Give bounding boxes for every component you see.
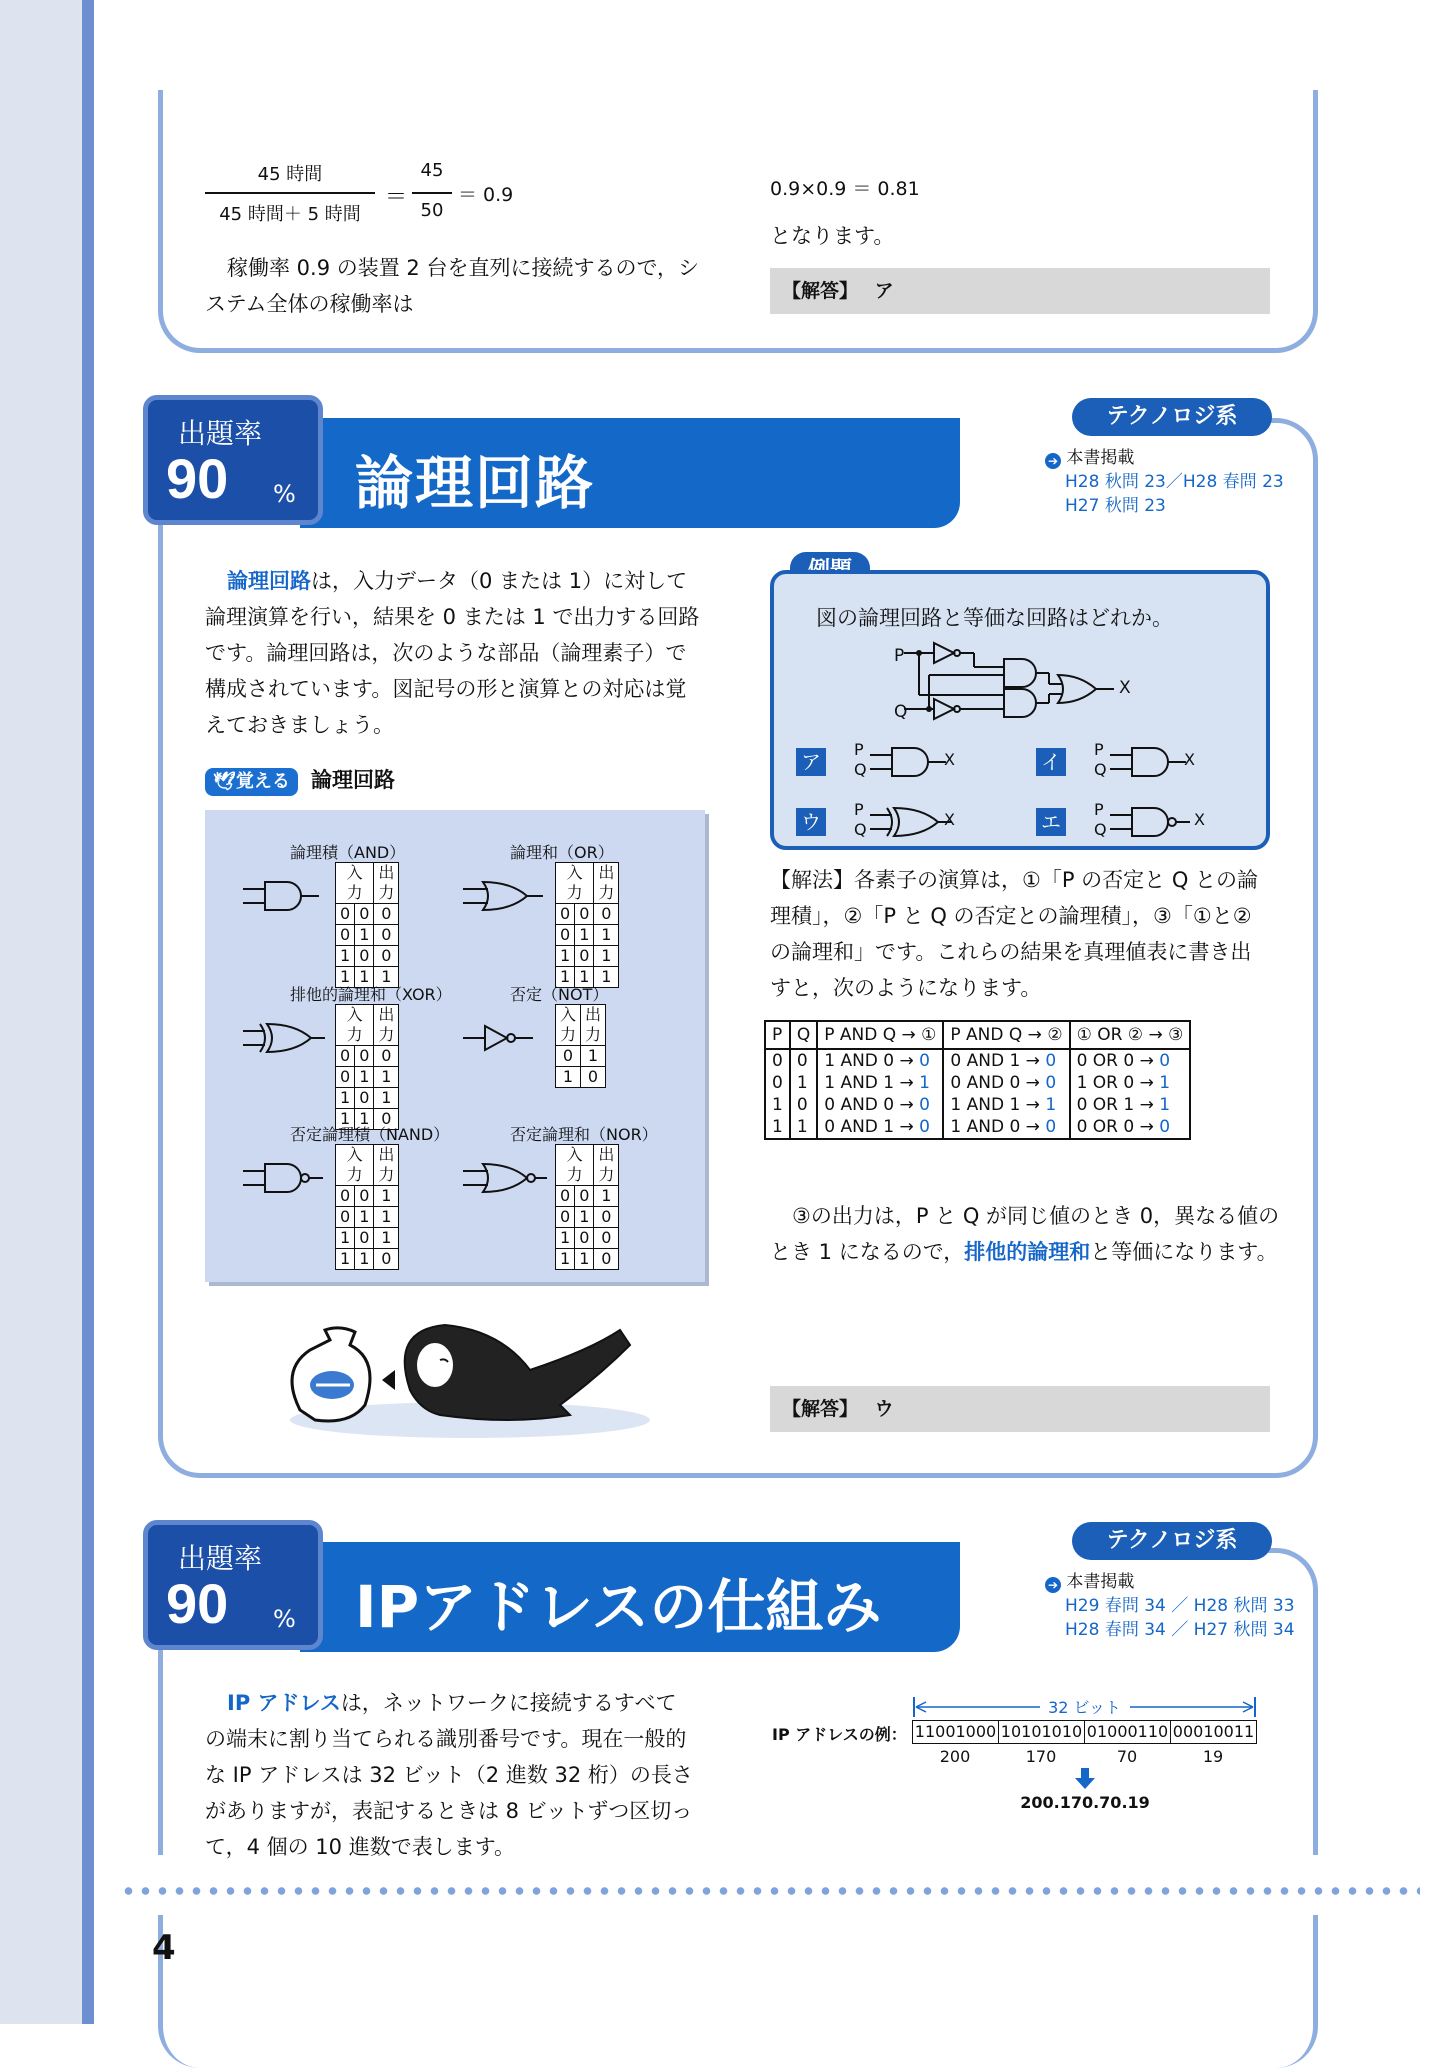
option-label-p: P: [1094, 800, 1104, 819]
table-cell: 1: [374, 1067, 399, 1088]
gate-truth-table: [335, 1144, 399, 1270]
truth-cell: [1070, 1049, 1191, 1072]
equals-sign: ＝: [385, 185, 408, 210]
header-input: 入力: [556, 1145, 594, 1186]
nand-gate-icon: [235, 1156, 331, 1200]
table-row: [556, 946, 619, 967]
intro-text: な IP アドレスは 32 ビット（2 進数 32 桁）の長さ: [205, 1763, 693, 1787]
table-cell: 1: [594, 1186, 619, 1207]
rate-unit: %: [273, 1605, 296, 1633]
example-question: 図の論理回路と等価な回路はどれか。: [816, 606, 1173, 630]
header-input: 入力: [336, 1005, 374, 1046]
truth-result: 0: [1045, 1117, 1057, 1137]
solution-line: 理積」，②「P と Q の否定との論理積」，③「①と②: [770, 904, 1252, 928]
table-cell: 0: [355, 1228, 374, 1249]
table-cell: 1: [355, 1249, 374, 1270]
option-label-x: X: [1194, 810, 1205, 829]
header-output: 出力: [374, 1145, 399, 1186]
xor-gate-icon: [235, 1016, 331, 1060]
ref-label: 本書掲載: [1066, 1572, 1135, 1592]
example-box: [770, 570, 1270, 850]
truth-row: [765, 1072, 1190, 1094]
truth-cell: [817, 1072, 943, 1094]
table-row: [336, 1249, 399, 1270]
table-row: [336, 1046, 399, 1067]
truth-result: 0: [919, 1117, 930, 1137]
truth-cell: 0: [765, 1072, 790, 1094]
header-output: 出力: [374, 863, 399, 904]
section1-title: 論理回路: [355, 449, 596, 517]
table-cell: 0: [556, 904, 575, 925]
ip-octet-binary: 01000110: [1085, 1721, 1171, 1743]
availability-calc-tail: となります。: [770, 224, 895, 248]
mascot-illustration: [270, 1290, 650, 1440]
rate-label: 出題率: [178, 417, 263, 450]
table-cell: 0: [374, 904, 399, 925]
ip-decimal-row: [912, 1746, 1256, 1768]
keyword-xor: 排他的論理和: [964, 1240, 1091, 1264]
table-cell: 0: [594, 1228, 619, 1249]
gate-name: 否定論理積（NAND）: [290, 1125, 450, 1144]
ip-octet-binary: 10101010: [999, 1721, 1085, 1743]
table-cell: 1: [355, 925, 374, 946]
table-cell: 0: [374, 946, 399, 967]
intro-line: [205, 671, 715, 707]
ip-dotted: 200.170.70.19: [1020, 1793, 1150, 1812]
truth-expr: 0 AND 0 →: [950, 1073, 1046, 1093]
header-output: 出力: [594, 863, 619, 904]
truth-expr: 0 AND 1 →: [950, 1051, 1046, 1071]
ip-octet-binary: 11001000: [913, 1721, 999, 1743]
table-cell: 1: [336, 946, 355, 967]
truth-row: [765, 1094, 1190, 1116]
section2-title: IPアドレスの仕組み: [355, 1573, 882, 1641]
truth-cell: 1: [765, 1094, 790, 1116]
table-cell: 0: [594, 1249, 619, 1270]
table-cell: 1: [374, 1207, 399, 1228]
truth-cell: [943, 1094, 1069, 1116]
circuit-label-p: P: [894, 646, 905, 666]
option-label: ア: [796, 748, 826, 776]
answer-value: ウ: [874, 1398, 894, 1420]
not-gate-icon: [455, 1016, 551, 1060]
table-cell: 1: [556, 967, 575, 988]
table-row: [336, 1207, 399, 1228]
truth-cell: 1: [765, 1116, 790, 1139]
table-cell: 0: [594, 904, 619, 925]
truth-cell: [943, 1072, 1069, 1094]
answer-label: 【解答】: [782, 1398, 859, 1420]
option-label-x: X: [1184, 750, 1195, 769]
option-label-q: Q: [1094, 820, 1107, 839]
table-cell: 1: [556, 1249, 575, 1270]
table-row: [336, 946, 399, 967]
table-row: [556, 904, 619, 925]
ref-line: H28 春問 34 ／ H27 秋問 34: [1065, 1620, 1295, 1640]
circuit-label-x: X: [1119, 678, 1131, 698]
truth-row: [765, 1049, 1190, 1072]
truth-result: 0: [1045, 1051, 1057, 1071]
option-label-q: Q: [854, 760, 867, 779]
truth-expr: 1 OR 0 →: [1076, 1073, 1160, 1093]
truth-cell: 0: [790, 1049, 817, 1072]
gate-truth-table: [335, 862, 399, 988]
rate-unit: %: [273, 480, 296, 508]
option-label-q: Q: [854, 820, 867, 839]
table-cell: 0: [581, 1067, 606, 1088]
table-row: [556, 1067, 606, 1088]
truth-table: [764, 1020, 1191, 1140]
table-cell: 1: [374, 1228, 399, 1249]
truth-header-row: [765, 1021, 1190, 1049]
table-row: [336, 1088, 399, 1109]
table-cell: 0: [556, 1186, 575, 1207]
intro-text: です。論理回路は，次のような部品（論理素子）で: [205, 641, 687, 665]
table-row: [336, 925, 399, 946]
gate-name: 論理積（AND）: [290, 843, 406, 862]
conclusion: [770, 1198, 1290, 1270]
gate-name: 論理和（OR）: [510, 843, 614, 862]
ip-binary-row: [912, 1720, 1257, 1744]
memorize-title: 論理回路: [310, 768, 395, 792]
section1-intro: [205, 563, 715, 743]
ip-octet-decimal: 19: [1202, 1747, 1224, 1766]
table-cell: 0: [374, 1249, 399, 1270]
conclusion-post: と等価になります。: [1090, 1240, 1278, 1264]
truth-header-cell: P AND Q → ②: [943, 1021, 1069, 1049]
down-arrow-icon: [1074, 1768, 1096, 1790]
section1-rate-badge: [143, 395, 323, 525]
footer-dots: [120, 1885, 1420, 1897]
truth-cell: [1070, 1116, 1191, 1139]
truth-result: 1: [1159, 1073, 1171, 1093]
header-output: 出力: [581, 1005, 606, 1046]
table-cell: 0: [336, 925, 355, 946]
intro-keyword: IP アドレス: [227, 1691, 341, 1715]
table-cell: 0: [336, 904, 355, 925]
section1-answer-bar: [770, 1386, 1270, 1432]
truth-result: 1: [1159, 1095, 1171, 1115]
section2-rate-badge: [143, 1520, 323, 1650]
header-input: 入力: [556, 863, 594, 904]
truth-cell: [943, 1049, 1069, 1072]
truth-cell: [817, 1049, 943, 1072]
table-cell: 1: [355, 967, 374, 988]
intro-text: は，入力データ（0 または 1）に対して: [311, 569, 688, 593]
truth-cell: [1070, 1094, 1191, 1116]
truth-result: 0: [1159, 1117, 1171, 1137]
truth-cell: 0: [790, 1094, 817, 1116]
table-cell: 0: [336, 1207, 355, 1228]
intro-line: [205, 1757, 715, 1793]
page-number: 4: [152, 1928, 176, 1968]
intro-line: [205, 707, 715, 743]
table-cell: 0: [355, 1088, 374, 1109]
truth-expr: 1 AND 0 →: [950, 1117, 1046, 1137]
and-gate-icon: [235, 874, 331, 918]
solution-line: の論理和」です。これらの結果を真理値表に書き出: [770, 940, 1252, 964]
arrow-circle-icon: ➔: [1045, 1577, 1061, 1593]
intro-text: の端末に割り当てられる識別番号です。現在一般的: [205, 1727, 687, 1751]
intro-text: がありますが，表記するときは 8 ビットずつ区切っ: [205, 1799, 693, 1823]
gate-name: 否定（NOT）: [510, 985, 609, 1004]
table-cell: 1: [575, 1249, 594, 1270]
table-cell: 0: [575, 946, 594, 967]
ip-example-label: IP アドレスの例：: [772, 1725, 907, 1744]
intro-line: [205, 563, 715, 599]
section1-ref: [1045, 446, 1284, 518]
truth-result: 0: [1045, 1073, 1057, 1093]
header-input: 入力: [556, 1005, 581, 1046]
truth-expr: 0 AND 0 →: [824, 1095, 920, 1115]
table-cell: 0: [374, 925, 399, 946]
ref-label: 本書掲載: [1066, 448, 1135, 468]
table-cell: 1: [355, 1207, 374, 1228]
table-row: [336, 1228, 399, 1249]
header-output: 出力: [594, 1145, 619, 1186]
truth-expr: 0 OR 0 →: [1076, 1117, 1160, 1137]
fraction-result: ＝ 0.9: [458, 184, 514, 206]
table-cell: 0: [355, 946, 374, 967]
intro-text: えておきましょう。: [205, 713, 394, 737]
truth-row: [765, 1116, 1190, 1139]
answer-label: 【解答】: [782, 280, 859, 302]
table-cell: 1: [355, 1067, 374, 1088]
ref-line: H29 春問 34 ／ H28 秋問 33: [1065, 1596, 1295, 1616]
header-input: 入力: [336, 1145, 374, 1186]
truth-expr: 0 OR 1 →: [1076, 1095, 1160, 1115]
logic-gates-panel: [205, 810, 705, 1282]
ref-heading: [1045, 446, 1284, 470]
intro-line: [205, 1829, 715, 1865]
bits-label: 32 ビット: [1040, 1695, 1130, 1718]
table-cell: 0: [355, 904, 374, 925]
truth-cell: 1: [790, 1116, 817, 1139]
truth-header-cell: P AND Q → ①: [817, 1021, 943, 1049]
ref-heading: [1045, 1570, 1295, 1594]
rate-value: 90: [166, 1572, 229, 1635]
section2-intro: [205, 1685, 715, 1865]
gate-truth-table: [555, 1004, 606, 1088]
section2-title-ribbon: [300, 1542, 960, 1652]
fraction1-bar: [205, 192, 375, 194]
table-cell: 1: [336, 1249, 355, 1270]
table-cell: 1: [575, 967, 594, 988]
truth-cell: [817, 1116, 943, 1139]
table-cell: 0: [336, 1067, 355, 1088]
table-cell: 0: [336, 1186, 355, 1207]
gate-name: 否定論理和（NOR）: [510, 1125, 658, 1144]
intro-line: [205, 1685, 715, 1721]
table-cell: 0: [374, 1046, 399, 1067]
truth-header-cell: P: [765, 1021, 790, 1049]
table-cell: 0: [556, 1046, 581, 1067]
truth-result: 0: [1159, 1051, 1171, 1071]
truth-expr: 1 AND 1 →: [824, 1073, 920, 1093]
table-cell: 1: [374, 1186, 399, 1207]
table-cell: 1: [355, 1109, 374, 1130]
memorize-badge: [205, 768, 298, 796]
ip-octet-binary: 00010011: [1172, 1722, 1255, 1741]
intro-keyword: 論理回路: [227, 569, 311, 593]
table-row: [336, 904, 399, 925]
truth-cell: 1: [790, 1072, 817, 1094]
section1-title-ribbon: [300, 418, 960, 528]
option-label-q: Q: [1094, 760, 1107, 779]
or-gate-icon: [455, 874, 551, 918]
truth-expr: 1 AND 1 →: [950, 1095, 1046, 1115]
left-margin-line: [82, 0, 94, 2024]
intro-line: [205, 1793, 715, 1829]
ref-line: H27 秋問 23: [1065, 496, 1166, 516]
intro-text: て，4 個の 10 進数で表します。: [205, 1835, 516, 1859]
truth-header-cell: ① OR ② → ③: [1070, 1021, 1191, 1049]
intro-text: 論理演算を行い，結果を 0 または 1 で出力する回路: [205, 605, 700, 629]
table-cell: 0: [575, 1186, 594, 1207]
intro-line: [205, 635, 715, 671]
truth-expr: 0 OR 0 →: [1076, 1051, 1160, 1071]
conclusion-line: [770, 1234, 1290, 1270]
fraction1-denominator: 45 時間＋ 5 時間: [219, 204, 361, 225]
table-cell: 1: [594, 946, 619, 967]
arrow-circle-icon: ➔: [1045, 453, 1061, 469]
ip-octet-decimal: 200: [939, 1747, 971, 1766]
truth-result: 1: [919, 1073, 930, 1093]
table-cell: 1: [575, 1207, 594, 1228]
truth-cell: [943, 1116, 1069, 1139]
header-output: 出力: [374, 1005, 399, 1046]
table-cell: 1: [374, 1088, 399, 1109]
option-label-x: X: [944, 810, 955, 829]
table-cell: 0: [374, 1109, 399, 1130]
table-cell: 0: [355, 1186, 374, 1207]
table-row: [556, 1046, 606, 1067]
intro-line: [205, 599, 715, 635]
main-circuit-diagram: [884, 639, 1184, 739]
option-label-p: P: [854, 800, 864, 819]
fraction2-bar: [412, 192, 452, 194]
table-cell: 1: [336, 1228, 355, 1249]
circuit-label-q: Q: [894, 702, 908, 722]
truth-result: 0: [919, 1095, 930, 1115]
bits-span: [912, 1695, 1257, 1718]
option-label-p: P: [854, 740, 864, 759]
table-cell: 1: [336, 1109, 355, 1130]
fraction2-numerator: 45: [420, 160, 444, 181]
nor-gate-icon: [455, 1156, 551, 1200]
ip-octet-decimal: 170: [1025, 1747, 1057, 1766]
table-cell: 0: [556, 1207, 575, 1228]
gate-truth-table: [555, 1144, 619, 1270]
table-cell: 1: [594, 925, 619, 946]
table-cell: 0: [575, 1228, 594, 1249]
solution-text: [770, 862, 1280, 1006]
option-label: エ: [1036, 808, 1066, 836]
table-cell: 0: [355, 1046, 374, 1067]
intro-text: は，ネットワークに接続するすべて: [340, 1691, 677, 1715]
table-row: [556, 1228, 619, 1249]
gate-name: 排他的論理和（XOR）: [290, 985, 452, 1004]
table-row: [556, 1186, 619, 1207]
fraction1-numerator: 45 時間: [257, 164, 323, 185]
table-cell: 1: [374, 967, 399, 988]
gate-truth-table: [335, 1004, 399, 1130]
option-e-circuit-icon: [1102, 800, 1198, 844]
table-row: [336, 1067, 399, 1088]
top-paragraph: [205, 250, 715, 322]
table-row: [556, 1249, 619, 1270]
table-cell: 1: [581, 1046, 606, 1067]
conclusion-line: ③の出力は，P と Q が同じ値のとき 0，異なる値の: [792, 1204, 1280, 1228]
option-label-p: P: [1094, 740, 1104, 759]
conclusion-pre: とき 1 になるので，: [770, 1240, 965, 1264]
truth-expr: 1 AND 0 →: [824, 1051, 920, 1071]
table-cell: 0: [594, 1207, 619, 1228]
table-cell: 1: [556, 1067, 581, 1088]
intro-line: [205, 1721, 715, 1757]
truth-expr: 0 AND 1 →: [824, 1117, 920, 1137]
table-row: [556, 1207, 619, 1228]
solution-line: 【解法】各素子の演算は，①「P の否定と Q との論: [770, 868, 1259, 892]
rate-value: 90: [166, 447, 229, 510]
table-row: [336, 1186, 399, 1207]
gate-truth-table: [555, 862, 619, 988]
table-cell: 0: [575, 904, 594, 925]
option-label-x: X: [944, 750, 955, 769]
section2-category-tag: テクノロジ系: [1072, 1522, 1272, 1560]
availability-calc: 0.9×0.9 ＝ 0.81: [770, 178, 920, 200]
bird-icon: 🕊: [213, 771, 236, 792]
answer-value: ア: [874, 280, 894, 302]
table-row: [556, 925, 619, 946]
memorize-heading: [205, 764, 395, 796]
truth-cell: [1070, 1072, 1191, 1094]
table-cell: 1: [556, 1228, 575, 1249]
top-answer-bar: [770, 268, 1270, 314]
truth-result: 1: [1045, 1095, 1057, 1115]
table-cell: 1: [594, 967, 619, 988]
section1-category-tag: テクノロジ系: [1072, 398, 1272, 436]
table-cell: 0: [336, 1046, 355, 1067]
truth-table-wrapper: [764, 1020, 1191, 1140]
fraction2-denominator: 50: [420, 200, 444, 221]
intro-text: 構成されています。図記号の形と演算との対応は覚: [205, 677, 687, 701]
table-cell: 1: [575, 925, 594, 946]
left-margin-band: [0, 0, 82, 2024]
truth-header-cell: Q: [790, 1021, 817, 1049]
option-label: イ: [1036, 748, 1066, 776]
table-cell: 1: [556, 946, 575, 967]
top-paragraph-line: 稼働率 0.9 の装置 2 台を直列に接続するので，シ: [227, 256, 700, 280]
truth-cell: 0: [765, 1049, 790, 1072]
header-input: 入力: [336, 863, 374, 904]
section2-ref: [1045, 1570, 1295, 1642]
table-cell: 0: [556, 925, 575, 946]
memorize-badge-label: 覚える: [235, 771, 290, 792]
ip-octet-decimal: 70: [1116, 1747, 1138, 1766]
table-cell: 1: [336, 1088, 355, 1109]
table-cell: 1: [336, 967, 355, 988]
option-label: ウ: [796, 808, 826, 836]
solution-line: すと，次のようになります。: [770, 976, 1042, 1000]
truth-result: 0: [919, 1051, 930, 1071]
top-paragraph-line: ステム全体の稼働率は: [205, 292, 414, 316]
ref-line: H28 秋問 23／H28 春問 23: [1065, 472, 1284, 492]
truth-cell: [817, 1094, 943, 1116]
rate-label: 出題率: [178, 1542, 263, 1575]
